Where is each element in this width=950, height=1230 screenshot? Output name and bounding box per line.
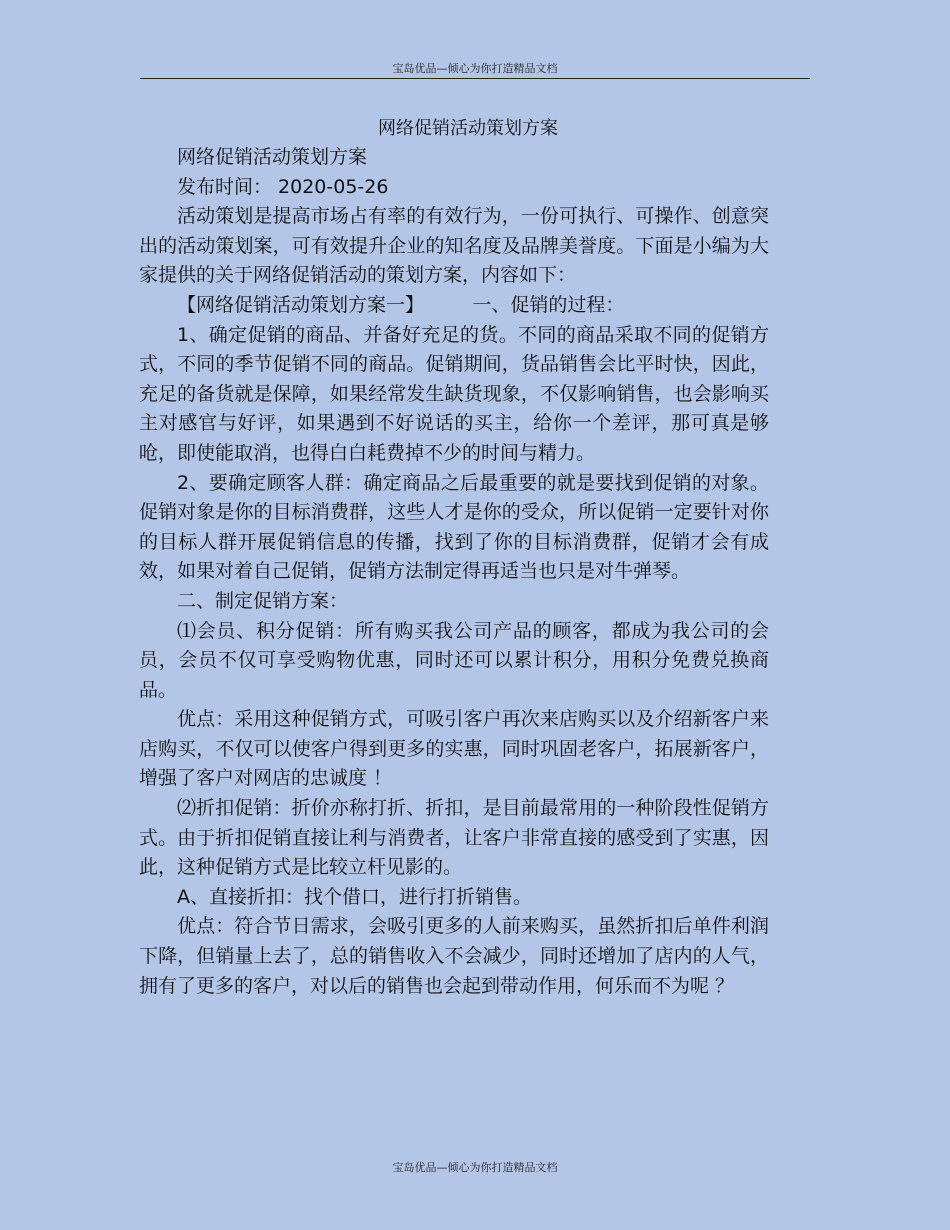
document-title: 网络促销活动策划方案 [378,118,558,139]
section-heading-paragraph: 【网络促销活动策划方案一】 一、促销的过程： [177,293,625,316]
body-paragraph: ⑴会员、积分促销：所有购买我公司产品的顾客，都成为我公司的会员，会员不仅可享受购物优惠，同时还可以累计积分，用积分免费兑换商品。 [139,619,769,701]
section-heading-paragraph: 二、制定促销方案： [177,589,349,612]
body-paragraph: 优点：采用这种促销方式，可吸引客户再次来店购买以及介绍新客户来店购买，不仅可以使客户得到更多的实惠，同时巩固老客户，拓展新客户，增强了客户对网店的忠诚度 ！ [139,708,769,790]
page-footer: 宝岛优品—倾心为你打造精品文档 [392,1161,558,1174]
body-paragraph: 优点：符合节日需求，会吸引更多的人前来购买，虽然折扣后单件利润下降，但销量上去了，总的销售收入不会减少，同时还增加了店内的人气，拥有了更多的客户，对以后的销售也会起到带动作用，何乐而不为呢 ？ [139,915,769,997]
header-divider [140,78,810,79]
body-paragraph: A、直接折扣：找个借口，进行打折销售。 [177,885,532,908]
document-body [139,143,769,1001]
page-header: 宝岛优品—倾心为你打造精品文档 [392,62,558,75]
subtitle-paragraph: 网络促销活动策划方案 [177,146,368,168]
body-paragraph: ⑵折扣促销：折价亦称打折、折扣，是目前最常用的一种阶段性促销方式。由于折扣促销直接让利与消费者，让客户非常直接的感受到了实惠，因此，这种促销方式是比较立杆见影的。 [139,797,769,879]
body-paragraph: 1、确定促销的商品、并备好充足的货。不同的商品采取不同的促销方式，不同的季节促销不同的商品。促销期间，货品销售会比平时快，因此，充足的备货就是保障，如果经常发生缺货现象，不仅影响销售，也会影响买主对感官与好评，如果遇到不好说话的买主，给你一个差评，那可真是够呛，即使能取消，也得白白耗费掉不少的时间与精力。 [139,323,769,464]
body-paragraph: 2、要确定顾客人群：确定商品之后最重要的就是要找到促销的对象。促销对象是你的目标消费群，这些人才是你的受众，所以促销一定要针对你的目标人群开展促销信息的传播，找到了你的目标消费群，促销才会有成效，如果对着自己促销，促销方法制定得再适当也只是对牛弹琴。 [139,471,769,583]
publish-date-paragraph: 发布时间： 2020-05-26 [177,175,389,198]
intro-paragraph: 活动策划是提高市场占有率的有效行为，一份可执行、可操作、创意突出的活动策划案，可有效提升企业的知名度及品牌美誉度。下面是小编为大家提供的关于网络促销活动的策划方案，内容如下： [139,205,769,287]
